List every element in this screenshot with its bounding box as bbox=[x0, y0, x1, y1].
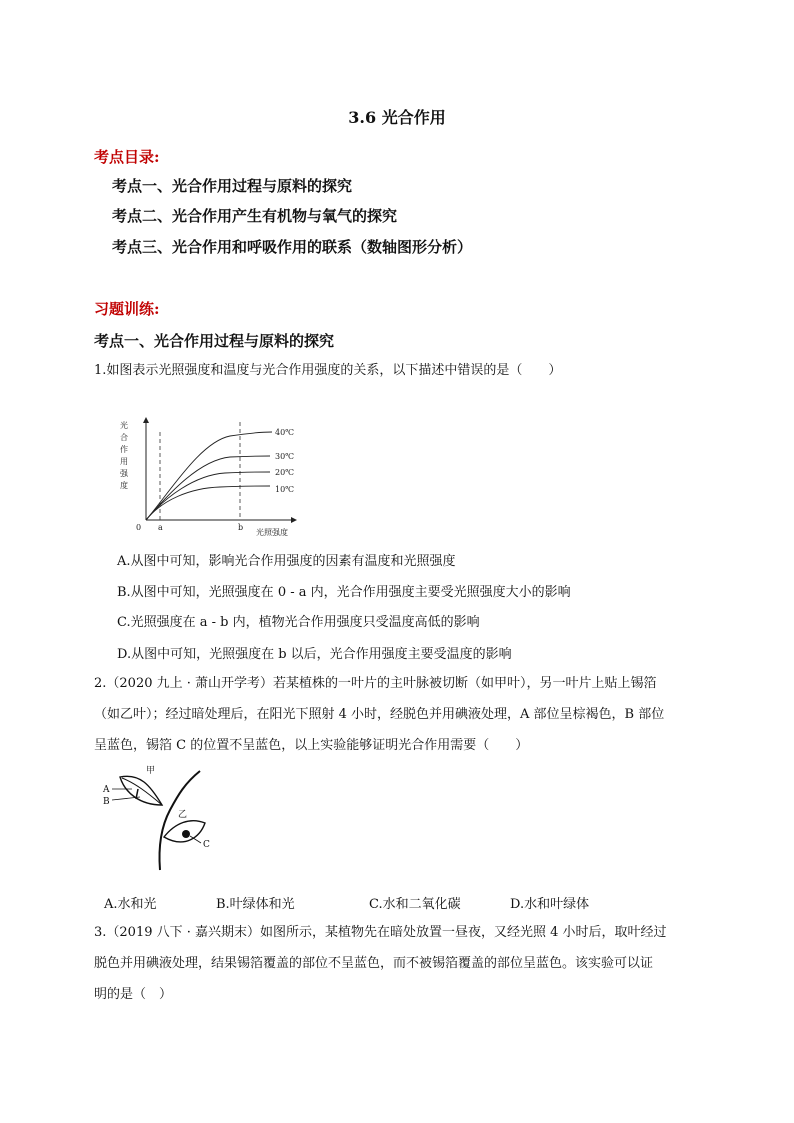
label-c: C bbox=[203, 840, 210, 850]
curve-label-30c: 30℃ bbox=[275, 452, 295, 461]
question-2-line-1: 2.（2020 九上 · 萧山开学考）若某植株的一叶片的主叶脉被切断（如甲叶），另一叶片上贴上锡箔 bbox=[94, 676, 657, 691]
y-label-char: 度 bbox=[120, 481, 128, 490]
q2-figure bbox=[100, 765, 220, 873]
q1-option-c: C.光照强度在 a - b 内，植物光合作用强度只受温度高低的影响 bbox=[117, 615, 480, 630]
y-label-char: 强 bbox=[120, 469, 128, 478]
question-3-line-1: 3.（2019 八下 · 嘉兴期末）如图所示，某植物先在暗处放置一昼夜，又经光照 4 小时后，取叶经过 bbox=[94, 925, 667, 940]
foil-dot bbox=[182, 830, 190, 838]
y-label-char: 光 bbox=[120, 421, 128, 430]
section-heading: 考点一、光合作用过程与原料的探究 bbox=[94, 332, 335, 350]
question-2-line-3: 呈蓝色，锡箔 C 的位置不呈蓝色，以上实验能够证明光合作用需要（ ） bbox=[94, 738, 529, 753]
toc-item-1: 考点一、光合作用过程与原料的探究 bbox=[112, 177, 353, 195]
label-jia: 甲 bbox=[146, 766, 156, 776]
y-label-char: 用 bbox=[120, 457, 128, 466]
label-b: B bbox=[103, 797, 110, 807]
question-3-line-2: 脱色并用碘液处理，结果锡箔覆盖的部位不呈蓝色，而不被锡箔覆盖的部位呈蓝色。该实验可以证 bbox=[94, 956, 654, 971]
curve-label-40c: 40℃ bbox=[275, 428, 295, 437]
q1-option-a: A.从图中可知，影响光合作用强度的因素有温度和光照强度 bbox=[117, 554, 456, 569]
label-a: A bbox=[103, 785, 110, 795]
tick-label-b: b bbox=[238, 523, 244, 532]
x-axis-label: 光照强度 bbox=[256, 528, 288, 537]
q2-option-a: A.水和光 bbox=[104, 897, 157, 912]
q1-option-b: B.从图中可知，光照强度在 0 - a 内，光合作用强度主要受光照强度大小的影响 bbox=[117, 585, 571, 600]
y-label-char: 作 bbox=[120, 445, 128, 454]
toc-item-2: 考点二、光合作用产生有机物与氧气的探究 bbox=[112, 207, 398, 225]
q1-option-d: D.从图中可知，光照强度在 b 以后，光合作用强度主要受温度的影响 bbox=[117, 647, 512, 662]
question-1-text: 1.如图表示光照强度和温度与光合作用强度的关系，以下描述中错误的是（ ） bbox=[94, 363, 562, 378]
question-3-line-3: 明的是（ ） bbox=[94, 987, 173, 1002]
toc-item-3: 考点三、光合作用和呼吸作用的联系（数轴图形分析） bbox=[112, 238, 473, 256]
q2-option-d: D.水和叶绿体 bbox=[510, 897, 590, 912]
page-title: 3.6 光合作用 bbox=[348, 108, 446, 127]
curve-10c bbox=[146, 486, 270, 520]
leaf-jia bbox=[120, 776, 162, 805]
tick-label-a: a bbox=[158, 523, 163, 532]
origin-label: 0 bbox=[136, 523, 142, 532]
q1-figure bbox=[110, 412, 320, 537]
practice-heading: 习题训练: bbox=[94, 300, 160, 318]
toc-heading: 考点目录: bbox=[94, 148, 160, 166]
curve-label-20c: 20℃ bbox=[275, 468, 295, 477]
q2-option-c: C.水和二氧化碳 bbox=[369, 897, 461, 912]
q2-option-b: B.叶绿体和光 bbox=[216, 897, 295, 912]
y-label-char: 合 bbox=[120, 433, 128, 442]
curve-label-10c: 10℃ bbox=[275, 485, 295, 494]
question-2-line-2: （如乙叶）；经过暗处理后，在阳光下照射 4 小时，经脱色并用碘液处理，A 部位呈棕褐色，B 部位 bbox=[94, 707, 665, 722]
label-yi: 乙 bbox=[178, 810, 188, 820]
